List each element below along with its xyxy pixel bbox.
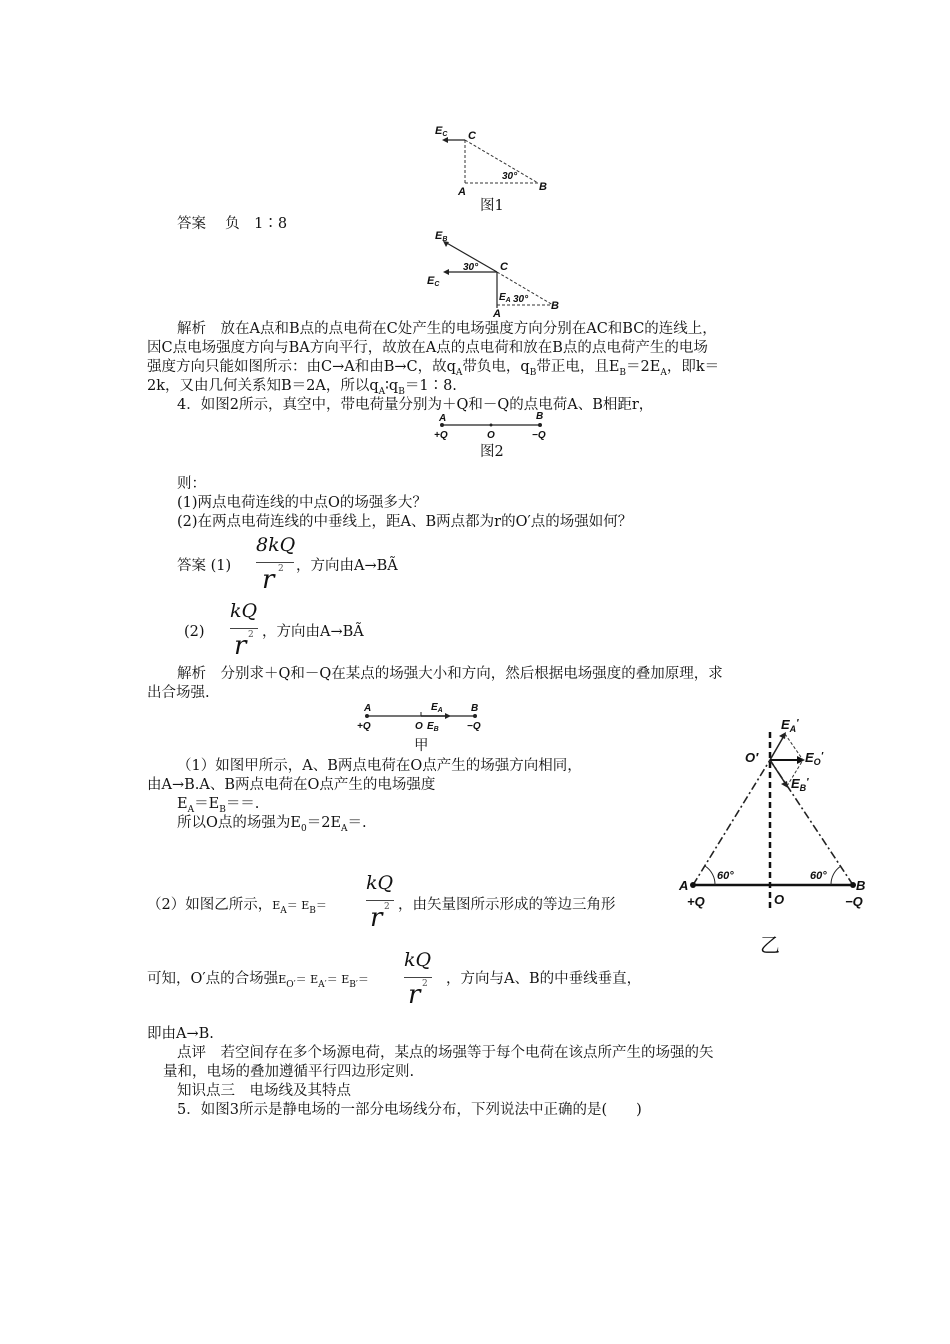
answer4-frac1-bar	[256, 562, 294, 563]
fig3-label-angle2: 30°	[513, 294, 529, 305]
analysis4-p3-prefix: 可知，O′点的合场强$E_{O'}= E_{A'}= E_{B'}=$	[147, 971, 369, 990]
jia-label-a: A	[364, 703, 372, 714]
analysis4-p3-fraction	[404, 947, 436, 1015]
fig-jia-caption: 甲	[414, 738, 429, 754]
yi-label-a: A	[679, 878, 689, 893]
answer4-frac1-den: r	[262, 565, 275, 595]
fig3-label-ea: $E_A$	[499, 292, 511, 304]
fig2-label-pq: +Q	[434, 430, 448, 441]
yi-label-ea: $E_A'$	[781, 717, 799, 734]
yi-label-nq: −Q	[845, 894, 863, 909]
yi-dash-1	[785, 734, 803, 760]
fig2-point-b	[538, 423, 542, 427]
fig2-label-a: A	[439, 413, 447, 424]
jia-label-ea: $E_A$	[431, 702, 443, 714]
q4-stem: 4．如图2所示，真空中，带电荷量分别为＋Q和－Q的点电荷A、B相距r，	[177, 397, 654, 413]
knowledge-point-3: 知识点三 电场线及其特点	[177, 1083, 351, 1099]
analysis3-line4: 2k，又由几何关系知B＝2A，所以$q_A∶q_B=1∶8$.	[147, 378, 457, 397]
analysis4-line2: 出合场强.	[147, 685, 210, 701]
comment-line1: 点评 若空间存在多个场源电荷，某点的场强等于每个电荷在该点所产生的场强的矢	[177, 1045, 714, 1061]
p3-frac-bar	[404, 977, 432, 978]
yi-line-ao	[693, 760, 770, 885]
answer4-frac1-exp: 2	[278, 564, 284, 574]
jia-point-a	[365, 714, 369, 718]
analysis4-p3-suffix: ，方向与A、B的中垂线垂直，	[446, 971, 642, 987]
jia-arrowhead	[445, 713, 451, 719]
yi-label-ang1: 60°	[717, 870, 734, 882]
analysis4-p2-suffix: ，由矢量图所示形成的等边三角形	[398, 897, 616, 913]
analysis3-line2: 因C点电场强度方向与BA方向平行，故放在A点的点电荷和放在B点的点电荷产生的电场	[147, 340, 708, 356]
yi-label-eo: $E_O'$	[805, 750, 824, 767]
fig3-label-eb: EB	[435, 230, 448, 243]
fig2-label-o: O	[487, 430, 495, 441]
jia-label-o: O	[415, 721, 423, 732]
fig1-caption: 图1	[480, 198, 504, 214]
fig2-label-nq: −Q	[532, 430, 546, 441]
p3-frac-exp: 2	[422, 979, 428, 989]
answer4-frac2-bar	[230, 628, 258, 629]
figure-jia	[355, 700, 490, 735]
yi-label-ang2: 60°	[810, 870, 827, 882]
jia-label-nq: −Q	[467, 721, 481, 732]
fig3-label-angle1: 30°	[463, 262, 479, 273]
fig1-label-ec: EC	[435, 125, 448, 138]
figure-yi	[675, 712, 880, 962]
analysis4-line1: 解析 分别求＋Q和－Q在某点的场强大小和方向，然后根据电场强度的叠加原理，求	[177, 666, 723, 682]
answer4-frac2-exp: 2	[248, 630, 254, 640]
answer4-label2: (2)	[184, 624, 205, 640]
figure-2	[432, 410, 552, 442]
answer4-frac1-num: 8kQ	[256, 534, 296, 556]
fig1-label-b: B	[539, 181, 547, 193]
jia-label-eb: $E_B$	[427, 721, 439, 733]
fig3-ec-head	[443, 269, 449, 275]
fig3-label-b: B	[551, 300, 559, 312]
yi-arc-a	[705, 866, 715, 885]
yi-vec-eb	[770, 760, 787, 786]
answer3-value: 负 1∶8	[225, 216, 288, 232]
yi-label-b: B	[856, 878, 866, 893]
q4-sub2: (2)在两点电荷连线的中垂线上，距A、B两点都为r的O′点的场强如何？	[177, 514, 633, 530]
yi-vec-ea	[770, 734, 785, 760]
yi-label-op: O′	[745, 750, 759, 765]
p2-frac-den: r	[370, 903, 383, 933]
analysis4-p4: 即由A→B.	[147, 1026, 214, 1042]
q4-sub1: (1)两点电荷连线的中点O的场强多大？	[177, 495, 427, 511]
fig1-label-a: A	[458, 186, 466, 198]
answer4-fraction-1	[256, 532, 296, 600]
analysis4-p1-line3: $E_A=E_B==$.	[177, 796, 260, 815]
yi-point-a	[690, 882, 696, 888]
fig2-label-b: B	[536, 411, 544, 422]
analysis4-p2-prefix: （2）如图乙所示，$E_A= E_B=$	[147, 897, 327, 916]
answer4-dir2: ，方向由A→BÃ	[262, 624, 364, 640]
answer4-frac2-num: kQ	[230, 600, 258, 622]
analysis3-line3: 强度方向只能如图所示：由C→A和由B→C，故$q_A$带负电，$q_B$带正电，且$E_B=2E_A$，即k＝	[147, 359, 720, 378]
answer4-frac2-den: r	[234, 631, 247, 661]
jia-label-b: B	[471, 703, 479, 714]
fig2-caption: 图2	[480, 444, 504, 460]
jia-point-b	[473, 714, 477, 718]
yi-label-pq: +Q	[687, 894, 705, 909]
fig3-label-ec: EC	[427, 275, 440, 288]
fig1-label-c: C	[468, 130, 476, 142]
yi-label-o: O	[774, 892, 785, 907]
comment-line2: 量和，电场的叠加遵循平行四边形定则.	[163, 1064, 415, 1080]
fig3-label-a: A	[493, 308, 501, 318]
analysis3-line1: 解析 放在A点和B点的点电荷在C处产生的电场强度方向分别在AC和BC的连线上，	[177, 321, 717, 337]
analysis4-p1-line2: 由A→B.A、B两点电荷在O点产生的电场强度	[147, 777, 436, 793]
figure-answer-3	[425, 228, 565, 318]
fig2-point-o	[490, 424, 493, 427]
yi-label-eb: $E_B'$	[791, 776, 809, 793]
figure-1	[430, 118, 560, 198]
p3-frac-num: kQ	[404, 949, 432, 971]
yi-caption: 乙	[760, 933, 780, 957]
answer3	[177, 215, 287, 233]
q4-then: 则：	[177, 476, 206, 492]
answer4-fraction-2	[230, 598, 262, 666]
analysis4-p1-line1: （1）如图甲所示，A、B两点电荷在O点产生的场强方向相同，	[177, 758, 582, 774]
analysis4-p2-fraction	[366, 870, 398, 938]
answer4-label1: 答案 (1)	[177, 558, 232, 574]
p2-frac-exp: 2	[384, 902, 390, 912]
fig3-label-c: C	[500, 261, 508, 273]
analysis4-p1-line4: 所以O点的场强为$E_0=2E_A=$.	[177, 815, 367, 834]
answer4-dir1: ，方向由A→BÃ	[296, 558, 398, 574]
fig1-label-angle: 30°	[502, 171, 518, 182]
q5-stem: 5．如图3所示是静电场的一部分电场线分布，下列说法中正确的是( )	[177, 1102, 642, 1118]
yi-arc-b	[831, 866, 841, 885]
jia-label-pq: +Q	[357, 721, 371, 732]
p2-frac-num: kQ	[366, 872, 394, 894]
answer3-label: 答案	[177, 216, 206, 232]
p2-frac-bar	[366, 900, 394, 901]
p3-frac-den: r	[408, 980, 421, 1010]
